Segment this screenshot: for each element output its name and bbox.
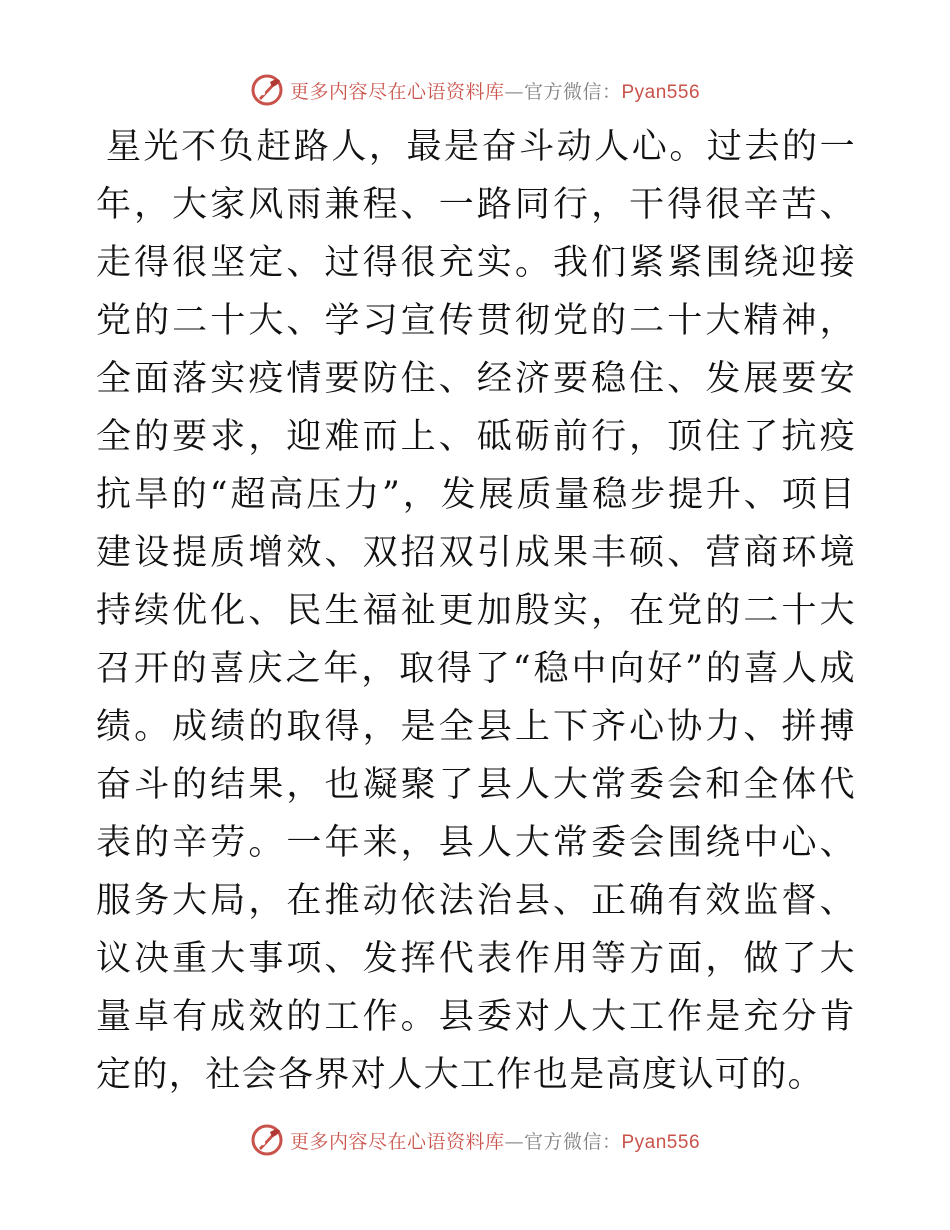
footer-watermark [0,1120,950,1160]
quill-logo-icon [250,73,284,107]
watermark-text [290,77,700,104]
watermark-wechat-label: 官方微信： [523,1130,622,1153]
watermark-wechat-label: 官方微信： [523,80,622,103]
document-body [96,118,856,1104]
watermark-site-text: 更多内容尽在心语资料库 [289,80,505,103]
header-watermark [0,70,950,110]
watermark-separator: — [504,1130,524,1153]
body-paragraph: 星光不负赶路人，最是奋斗动人心。过去的一年，大家风雨兼程、一路同行，干得很辛苦、走得很坚定、过得很充实。我们紧紧围绕迎接党的二十大、学习宣传贯彻党的二十大精神，全面落实疫情要防住、经济要稳住、发展要安全的要求，迎难而上、砥砺前行，顶住了抗疫抗旱的“超高压力”，发展质量稳步提升、项目建设提质增效、双招双引成果丰硕、营商环境持续优化、民生福祉更加殷实，在党的二十大召开的喜庆之年，取得了“稳中向好”的喜人成绩。成绩的取得，是全县上下齐心协力、拼搏奋斗的结果，也凝聚了县人大常委会和全体代表的辛劳。一年来，县人大常委会围绕中心、服务大局，在推动依法治县、正确有效监督、议决重大事项、发挥代表作用等方面，做了大量卓有成效的工作。县委对人大工作是充分肯定的，社会各界对人大工作也是高度认可的。 [96,127,856,1095]
watermark-site-text: 更多内容尽在心语资料库 [289,1130,505,1153]
quill-logo-icon [250,1123,284,1157]
watermark-separator: — [504,80,524,103]
watermark-text [290,1127,700,1154]
watermark-wechat-id: Pyan556 [621,81,701,103]
watermark-wechat-id: Pyan556 [621,1131,701,1153]
